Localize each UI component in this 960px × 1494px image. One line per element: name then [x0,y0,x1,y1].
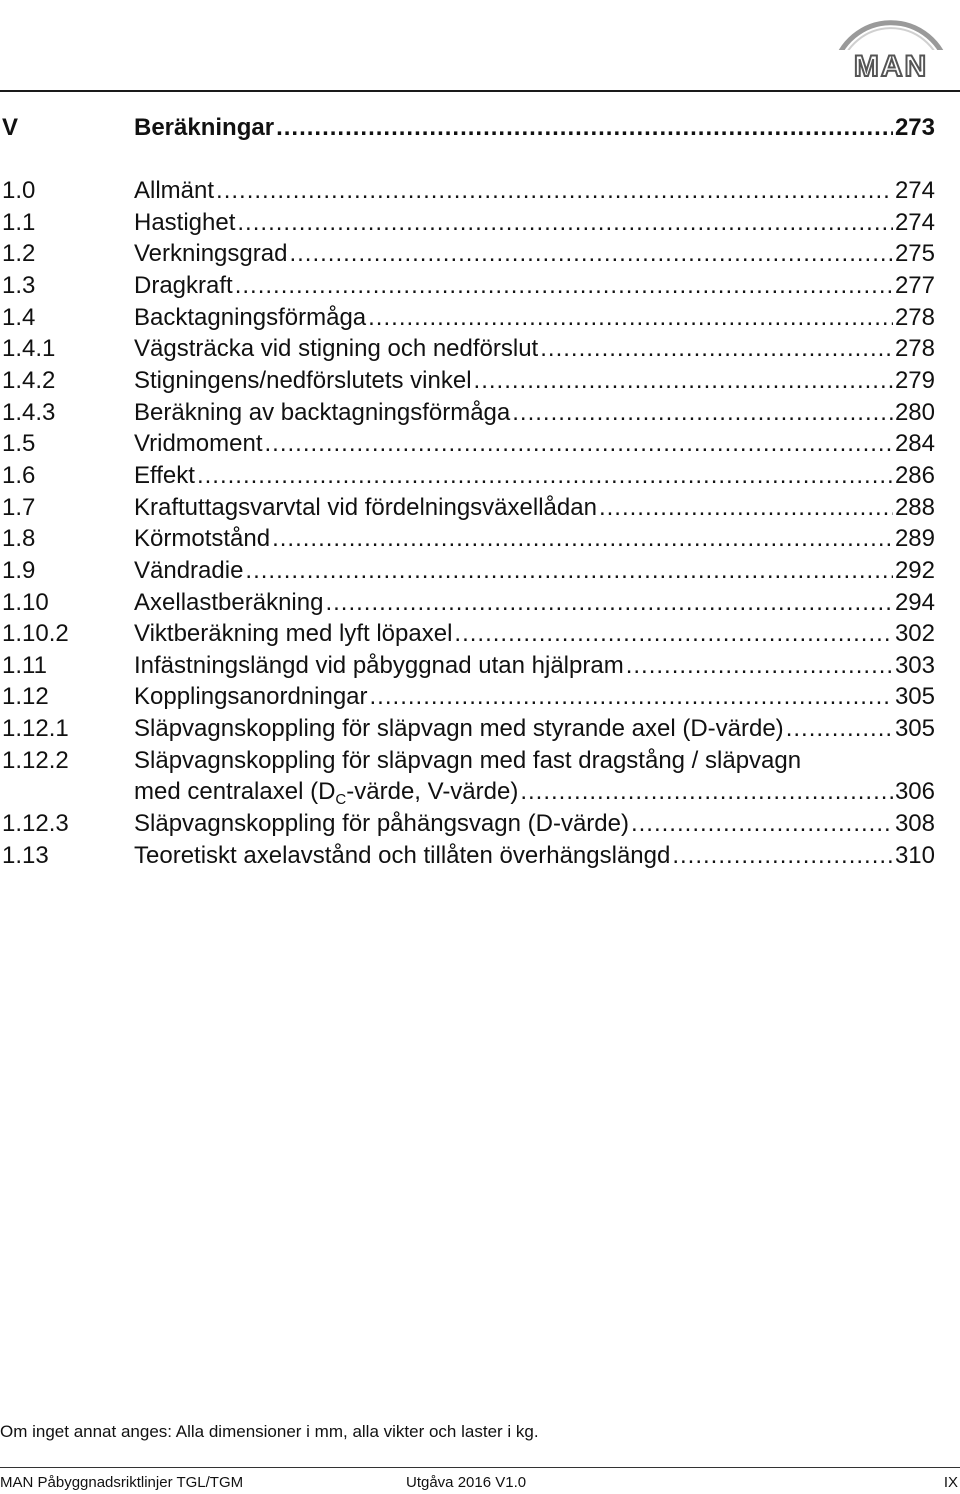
chapter-number: V [2,114,19,141]
dot-leader [520,776,893,808]
toc-entry[interactable] [0,587,935,619]
dot-leader [786,713,893,745]
toc-entry[interactable] [0,238,935,270]
toc-entry[interactable] [0,270,935,302]
entry-title: Allmänt [134,177,215,204]
footer-edition: Utgåva 2016 V1.0 [406,1474,527,1491]
entry-page: 280 [894,399,935,426]
logo-text: MAN [853,50,929,82]
entry-title: Effekt [134,462,195,489]
units-note: Om inget annat anges: Alla dimensioner i mm, alla vikter och laster i kg. [0,1422,539,1441]
man-logo [826,0,956,82]
dot-leader [197,460,893,492]
toc-entry[interactable] [0,365,935,397]
entry-title: Kopplingsanordningar [134,683,368,710]
entry-page: 303 [894,652,935,679]
entry-title: Vägsträcka vid stigning och nedförslut [134,335,539,362]
toc-entry[interactable] [0,397,935,429]
entry-page: 306 [894,778,935,805]
entry-number: 1.0 [2,177,36,204]
entry-title: Kraftuttagsvarvtal vid fördelningsväxellådan [134,494,597,521]
toc-entry[interactable] [0,840,935,872]
entry-number: 1.6 [2,462,36,489]
entry-page: 286 [894,462,935,489]
toc-entry[interactable] [0,207,935,239]
entry-page: 310 [894,842,935,869]
entry-number: 1.11 [2,652,47,679]
entry-number: 1.1 [2,209,36,236]
toc-entry[interactable] [0,175,935,207]
dot-leader [276,112,893,144]
dot-leader [235,270,893,302]
entry-number: 1.5 [2,430,36,457]
dot-leader [237,207,893,239]
entry-title: Släpvagnskoppling för släpvagn med fast dragstång / släpvagn [134,747,802,774]
entry-title: Verkningsgrad [134,240,288,267]
entry-number: 1.7 [2,494,36,521]
entry-title: Beräkning av backtagningsförmåga [134,399,511,426]
entry-title: Infästningslängd vid påbyggnad utan hjälpram [134,652,624,679]
entry-page: 289 [894,525,935,552]
toc-entry[interactable] [0,460,935,492]
toc-entry[interactable] [0,492,935,524]
entry-title: Släpvagnskoppling för släpvagn med styrande axel (D-värde) [134,715,784,742]
toc-entry[interactable] [0,555,935,587]
dot-leader [368,302,893,334]
entry-number: 1.4.1 [2,335,56,362]
dot-leader [631,808,893,840]
toc-entry[interactable] [0,681,935,713]
entry-number: 1.8 [2,525,36,552]
toc-entry[interactable] [0,618,935,650]
entry-title: Körmotstånd [134,525,271,552]
entry-title-continuation: med centralaxel ($D_C$-värde, V-värde) [134,778,519,808]
entry-page: 302 [894,620,935,647]
entry-page: 274 [894,209,935,236]
entry-title: Släpvagnskoppling för påhängsvagn (D-värde) [134,810,629,837]
dot-leader [540,333,893,365]
subscript-c: C [335,791,347,808]
toc-entry[interactable] [0,523,935,555]
dot-leader [454,618,893,650]
entry-page: 275 [894,240,935,267]
dot-leader [370,681,893,713]
chapter-page: 273 [894,114,935,141]
dot-leader [626,650,893,682]
dot-leader [272,523,893,555]
entry-page: 308 [894,810,935,837]
footer-document-title: MAN Påbyggnadsriktlinjer TGL/TGM [0,1474,244,1491]
entry-number: 1.9 [2,557,36,584]
entry-number: 1.12 [2,683,49,710]
entry-page: 294 [894,589,935,616]
entry-title: Backtagningsförmåga [134,304,367,331]
dot-leader [672,840,893,872]
toc-entry-continuation[interactable] [134,776,935,808]
dot-leader [264,428,892,460]
toc-entry-multiline[interactable] [0,745,935,777]
dot-leader [325,587,893,619]
dot-leader [512,397,893,429]
entry-title: Vridmoment [134,430,263,457]
entry-number: 1.12.3 [2,810,69,837]
toc-entry[interactable] [0,428,935,460]
entry-number: 1.2 [2,240,36,267]
entry-number: 1.12.1 [2,715,69,742]
entry-page: 292 [894,557,935,584]
entry-title: Vändradie [134,557,244,584]
entry-number: 1.3 [2,272,36,299]
entry-number: 1.4.2 [2,367,56,394]
dot-leader [474,365,893,397]
toc-entry[interactable] [0,302,935,334]
footer-page-number: IX [943,1474,958,1491]
entry-page: 279 [894,367,935,394]
entry-page: 274 [894,177,935,204]
entry-page: 288 [894,494,935,521]
header-rule [0,90,960,92]
toc-entry[interactable] [0,713,935,745]
entry-page: 305 [894,683,935,710]
entry-number: 1.13 [2,842,49,869]
entry-number: 1.4 [2,304,36,331]
entry-title: Axellastberäkning [134,589,324,616]
toc-chapter-row[interactable] [0,112,935,144]
entry-page: 278 [894,304,935,331]
chapter-title: Beräkningar [134,114,275,141]
entry-number: 1.10.2 [2,620,69,647]
entry-title: Stigningens/nedförslutets vinkel [134,367,472,394]
dot-leader [216,175,893,207]
toc-entry[interactable] [0,808,935,840]
toc-entry[interactable] [0,650,935,682]
entry-number: 1.12.2 [2,747,69,774]
entry-page: 277 [894,272,935,299]
dot-leader [245,555,893,587]
entry-title: Viktberäkning med lyft löpaxel [134,620,453,647]
dot-leader [599,492,893,524]
entry-title: Dragkraft [134,272,233,299]
entry-number: 1.10 [2,589,49,616]
entry-title: Teoretiskt axelavstånd och tillåten överhängslängd [134,842,671,869]
toc-entry[interactable] [0,333,935,365]
entry-page: 305 [894,715,935,742]
dot-leader [289,238,893,270]
entry-page: 284 [894,430,935,457]
entry-number: 1.4.3 [2,399,56,426]
entry-title: Hastighet [134,209,236,236]
entry-page: 278 [894,335,935,362]
footer-rule [0,1467,960,1468]
